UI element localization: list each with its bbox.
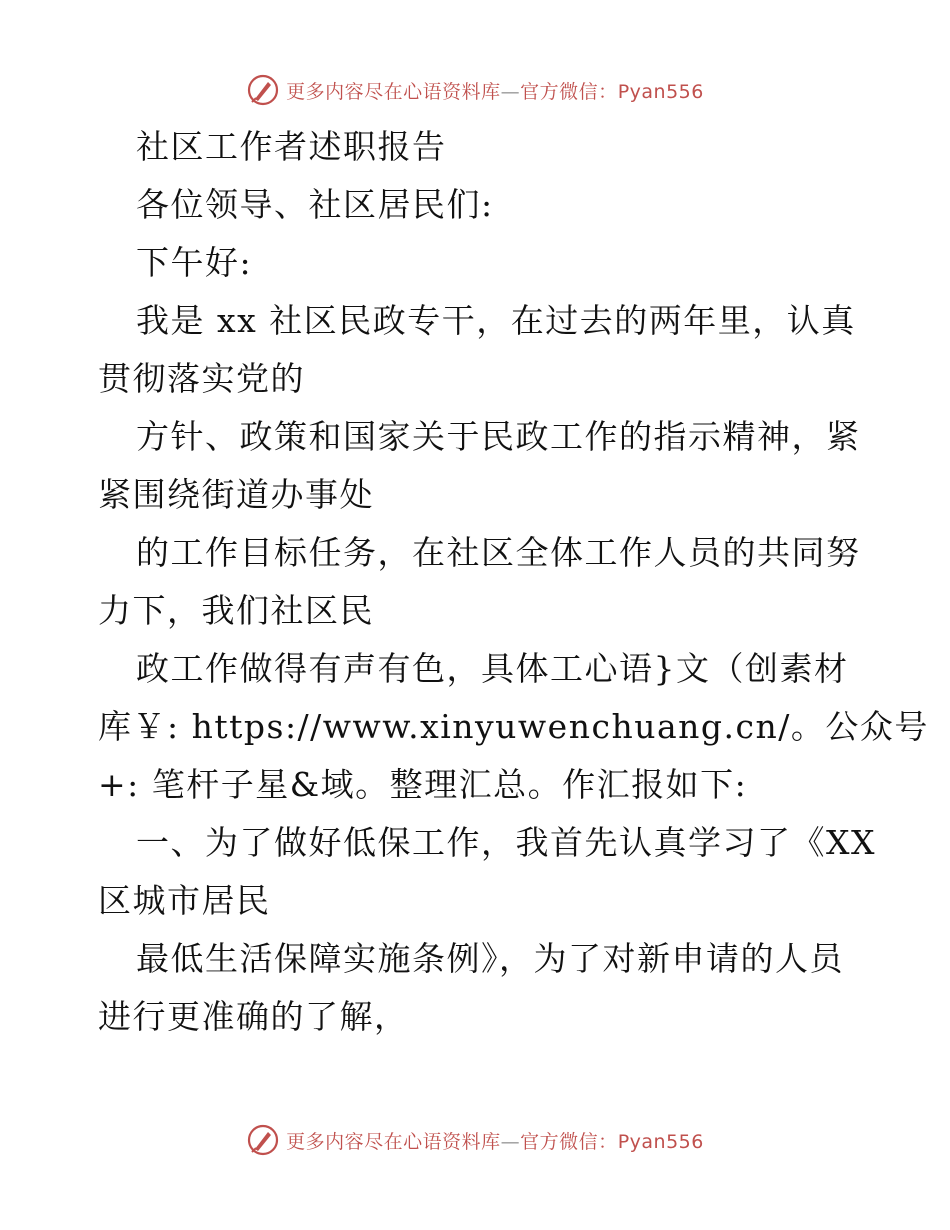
watermark-text: 更多内容尽在心语资料库—官方微信：Pyan556 [286, 80, 704, 103]
paragraph-line: 方针、政策和国家关于民政工作的指示精神，紧 [136, 417, 861, 456]
paragraph-line: 贯彻落实党的 [98, 359, 305, 398]
paragraph-line: 的工作目标任务，在社区全体工作人员的共同努 [136, 533, 861, 572]
footer-watermark [0, 1120, 950, 1160]
salutation: 各位领导、社区居民们: [136, 185, 494, 224]
paragraph-line: 政工作做得有声有色，具体工心语}文（创素材 [136, 649, 849, 688]
paragraph-line: 力下，我们社区民 [98, 591, 374, 630]
paragraph-line: 一、为了做好低保工作，我首先认真学习了《XX [136, 823, 876, 862]
paragraph-line: 区城市居民 [98, 881, 271, 920]
watermark-text: 更多内容尽在心语资料库—官方微信：Pyan556 [286, 1130, 704, 1153]
quill-pen-circle-icon [246, 1123, 280, 1157]
paragraph-line: 最低生活保障实施条例》，为了对新申请的人员 [136, 939, 844, 978]
paragraph-line: 我是 xx 社区民政专干，在过去的两年里，认真 [136, 301, 856, 340]
header-watermark [0, 70, 950, 110]
paragraph-line: 紧围绕街道办事处 [98, 475, 374, 514]
paragraph-line: +: 笔杆子星&域。整理汇总。作汇报如下: [98, 765, 748, 804]
greeting: 下午好: [136, 243, 253, 282]
document-title: 社区工作者述职报告 [136, 127, 447, 166]
document-body [98, 118, 929, 1046]
paragraph-line: 进行更准确的了解， [98, 997, 409, 1036]
paragraph-line: 库￥: https://www.xinyuwenchuang.cn/。公众号 [98, 707, 929, 746]
quill-pen-circle-icon [246, 73, 280, 107]
